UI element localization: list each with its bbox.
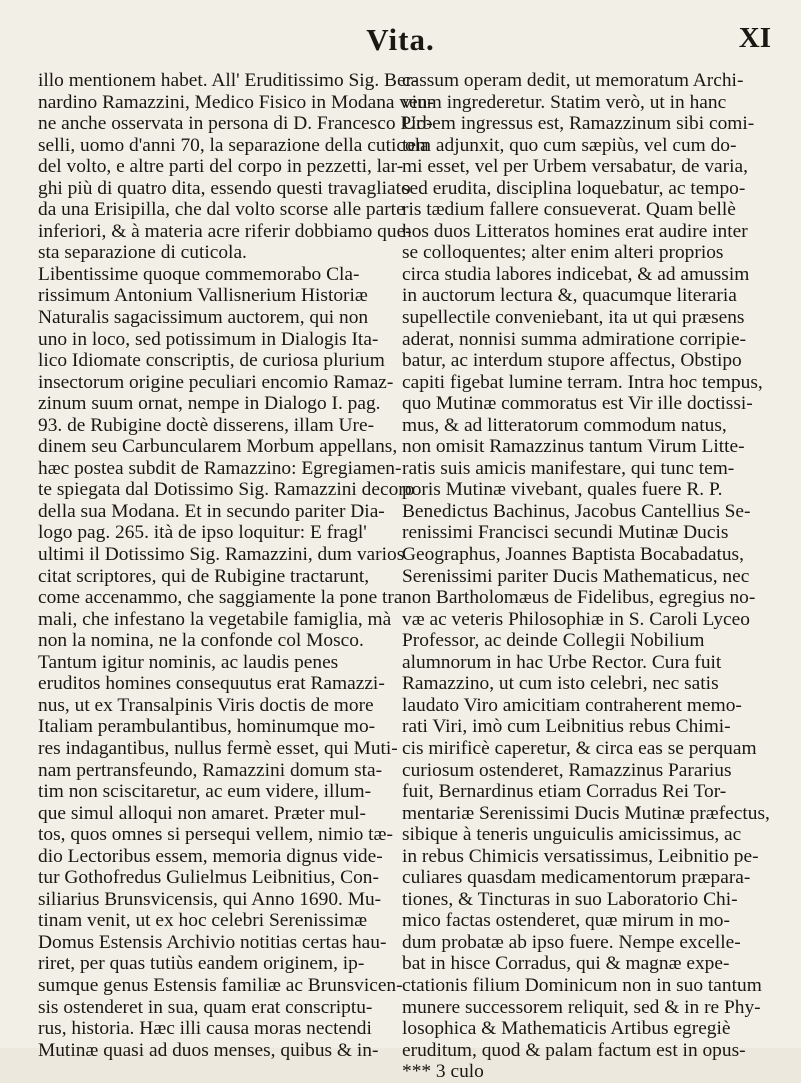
text-line: quo Mutinæ commoratus est Vir ille doctissi-: [402, 393, 753, 415]
text-line: væ ac veteris Philosophiæ in S. Caroli Lyceo: [402, 608, 750, 630]
text-line: alumnorum in hac Urbe Rector. Cura fuit: [402, 651, 722, 673]
running-header: [0, 0, 801, 70]
text-line: tem adjunxit, quo cum sæpiùs, vel cum do-: [402, 134, 737, 156]
text-line: eruditum, quod & palam factum est in opus-: [402, 1039, 746, 1061]
text-line: illo mentionem habet. All' Eruditissimo Sig. Ber-: [38, 70, 419, 91]
left-text-column: [38, 70, 434, 1061]
text-line: dum probatæ ab ipso fuere. Nempe excelle-: [402, 931, 741, 953]
text-line: logo pag. 265. ità de ipso loquitur: E fragl': [38, 522, 367, 544]
text-line: tos, quos omnes si persequi vellem, nimio tæ-: [38, 824, 393, 846]
text-line: Ramazzino, ut cum isto celebri, nec satis: [402, 673, 719, 695]
text-line: poris Mutinæ vivebant, quales fuere R. P.: [402, 479, 723, 501]
text-line: hos duos Litteratos homines erat audire inter: [402, 220, 748, 242]
text-line: sibique à teneris unguiculis amicissimus, ac: [402, 824, 742, 846]
text-line: ris tædium fallere consueverat. Quam bellè: [402, 199, 736, 221]
text-line: batur, ac interdum stupore affectus, Obstipo: [402, 350, 742, 372]
text-line: 93. de Rubigine doctè disserens, illam Ure-: [38, 414, 375, 436]
text-line: bat in hisce Corradus, qui & magnæ expe-: [402, 953, 730, 975]
text-line: fuit, Bernardinus etiam Corradus Rei Tor-: [402, 781, 727, 803]
text-line: lico Idiomate conscriptis, de curiosa plurium: [38, 350, 385, 372]
text-line: munere successorem reliquit, sed & in re Phy-: [402, 996, 761, 1018]
text-line: mentariæ Serenissimi Ducis Mutinæ præfectus,: [402, 802, 770, 824]
text-line: capiti figebat lumine terram. Intra hoc tempus,: [402, 371, 763, 393]
text-line: in rebus Chimicis versatissimus, Leibnitio pe-: [402, 845, 759, 867]
text-line: circa studia labores indicebat, & ad amussim: [402, 263, 750, 285]
text-line: ctationis filium Dominicum non in suo tantum: [402, 974, 762, 996]
text-line: non la nomina, ne la confonde col Mosco.: [38, 630, 364, 652]
text-line: Serenissimi pariter Ducis Mathematicus, nec: [402, 565, 750, 587]
text-line: que simul alloqui non amaret. Præter mul-: [38, 802, 366, 824]
text-line: come accenammo, che saggiamente la pone tra: [38, 587, 403, 609]
text-line: da una Erisipilla, che dal volto scorse alle parte: [38, 199, 405, 221]
text-line: tiones, & Tincturas in suo Laboratorio Chi-: [402, 888, 738, 910]
text-line: riret, per quas tutiùs eandem originem, ip-: [38, 953, 365, 975]
text-line: insectorum origine peculiari encomio Ramaz-: [38, 371, 394, 393]
text-line: sed erudita, disciplina loquebatur, ac tempo-: [402, 177, 746, 199]
text-line: mus, & ad litteratorum commodum natus,: [402, 414, 727, 436]
text-line: Geographus, Joannes Baptista Bocabadatus,: [402, 544, 744, 566]
text-line: tim non sciscitaretur, ac eum videre, illum-: [38, 781, 372, 803]
text-line: tinam venit, ut ex hoc celebri Serenissimæ: [38, 910, 368, 932]
text-line: Italiam perambulantibus, hominumque mo-: [38, 716, 376, 738]
text-line: se colloquentes; alter enim alteri proprios: [402, 242, 724, 264]
text-line: res indagantibus, nullus fermè esset, qui Muti-: [38, 737, 398, 759]
text-line: Tantum igitur nominis, ac laudis penes: [38, 651, 339, 673]
text-line: non Bartholomæus de Fidelibus, egregius no-: [402, 587, 756, 609]
text-line: sta separazione di cuticola.: [38, 242, 247, 264]
page-number: XI: [738, 22, 771, 54]
text-line: te spiegata dal Dotissimo Sig. Ramazzini decoro: [38, 479, 415, 501]
text-line: nus, ut ex Transalpinis Viris doctis de more: [38, 694, 374, 716]
text-line: Naturalis sagacissimum auctorem, qui non: [38, 307, 369, 329]
text-line: Benedictus Bachinus, Jacobus Cantellius Se-: [402, 500, 751, 522]
text-line: ne anche osservata in persona di D. Francesco Pio-: [38, 113, 433, 135]
text-line: selli, uomo d'anni 70, la separazione della cuticola: [38, 134, 429, 156]
text-line: Urbem ingressus est, Ramazzinum sibi comi-: [402, 113, 755, 135]
text-line: Professor, ac deinde Collegii Nobilium: [402, 630, 705, 652]
text-line: rati Viri, imò cum Leibnitius rebus Chimi-: [402, 716, 731, 738]
text-line: culiares quasdam medicamentorum præpara-: [402, 867, 751, 889]
text-line: nam pertransfeundo, Ramazzini domum sta-: [38, 759, 383, 781]
text-line: siliarius Brunsvicensis, qui Anno 1690. Mu-: [38, 888, 382, 910]
text-line: cis mirificè caperetur, & circa eas se perquam: [402, 737, 757, 759]
text-line: sis ostenderet in sua, quam erat conscriptu-: [38, 996, 373, 1018]
text-line: Domus Estensis Archivio notitias certas hau-: [38, 931, 387, 953]
text-line: in auctorum lectura &, quacumque literaria: [402, 285, 737, 307]
text-line: ultimi il Dotissimo Sig. Ramazzini, dum varios: [38, 544, 405, 566]
text-line: del volto, e altre parti del corpo in pezzetti, lar-: [38, 156, 404, 178]
text-line: ghi più di quatro dita, essendo questi travagliato: [38, 177, 411, 199]
text-line: mali, che infestano la vegetabile famiglia, mà: [38, 608, 392, 630]
text-line: dio Lectoribus essem, memoria dignus vide-: [38, 845, 383, 867]
text-line: rissimum Antonium Vallisnerium Historiæ: [38, 285, 368, 307]
text-line: zinum suum ornat, nempe in Dialogo I. pag.: [38, 393, 381, 415]
text-line: inferiori, & à materia acre riferir dobbiamo que-: [38, 220, 412, 242]
text-line: Mutinæ quasi ad duos menses, quibus & in-: [38, 1039, 379, 1061]
text-line: renissimi Francisci secundi Mutinæ Ducis: [402, 522, 729, 544]
running-title: Vita.: [366, 22, 435, 57]
text-line: *** 3 culo: [402, 1061, 484, 1083]
text-line: ratis suis amicis manifestare, qui tunc tem-: [402, 457, 735, 479]
text-line: nardino Ramazzini, Medico Fisico in Modana ven-: [38, 91, 434, 113]
text-line: non omisit Ramazzinus tantum Virum Litte-: [402, 436, 745, 458]
text-line: losophica & Mathematicis Artibus egregiè: [402, 1018, 731, 1040]
text-line: cassum operam dedit, ut memoratum Archi-: [402, 70, 744, 91]
text-line: sumque genus Estensis familiæ ac Brunsvicen-: [38, 974, 403, 996]
text-line: vium ingrederetur. Statim verò, ut in hanc: [402, 91, 727, 113]
text-line: aderat, nonnisi summa admiratione corripie-: [402, 328, 747, 350]
text-line: rus, historia. Hæc illi causa moras nectendi: [38, 1018, 372, 1040]
text-line: uno in loco, sed potissimum in Dialogis Ita-: [38, 328, 379, 350]
text-line: Libentissime quoque commemorabo Cla-: [38, 263, 360, 285]
text-line: mico factas ostenderet, quæ mirum in mo-: [402, 910, 730, 932]
right-text-column: [402, 70, 770, 1083]
text-line: laudato Viro amicitiam contraherent memo-: [402, 694, 742, 716]
text-line: dinem seu Carbuncularem Morbum appellans,: [38, 436, 398, 458]
text-line: della sua Modana. Et in secundo pariter Dia-: [38, 500, 385, 522]
text-line: hæc postea subdit de Ramazzino: Egregiamen-: [38, 457, 402, 479]
text-line: citat scriptores, qui de Rubigine tractarunt,: [38, 565, 370, 587]
text-line: eruditos homines consequutus erat Ramazzi-: [38, 673, 385, 695]
text-line: tur Gothofredus Gulielmus Leibnitius, Con-: [38, 867, 379, 889]
text-line: curiosum ostenderet, Ramazzinus Pararius: [402, 759, 732, 781]
text-line: mi esset, vel per Urbem versabatur, de varia,: [402, 156, 748, 178]
text-line: supellectile conveniebant, ita ut qui præsens: [402, 307, 745, 329]
